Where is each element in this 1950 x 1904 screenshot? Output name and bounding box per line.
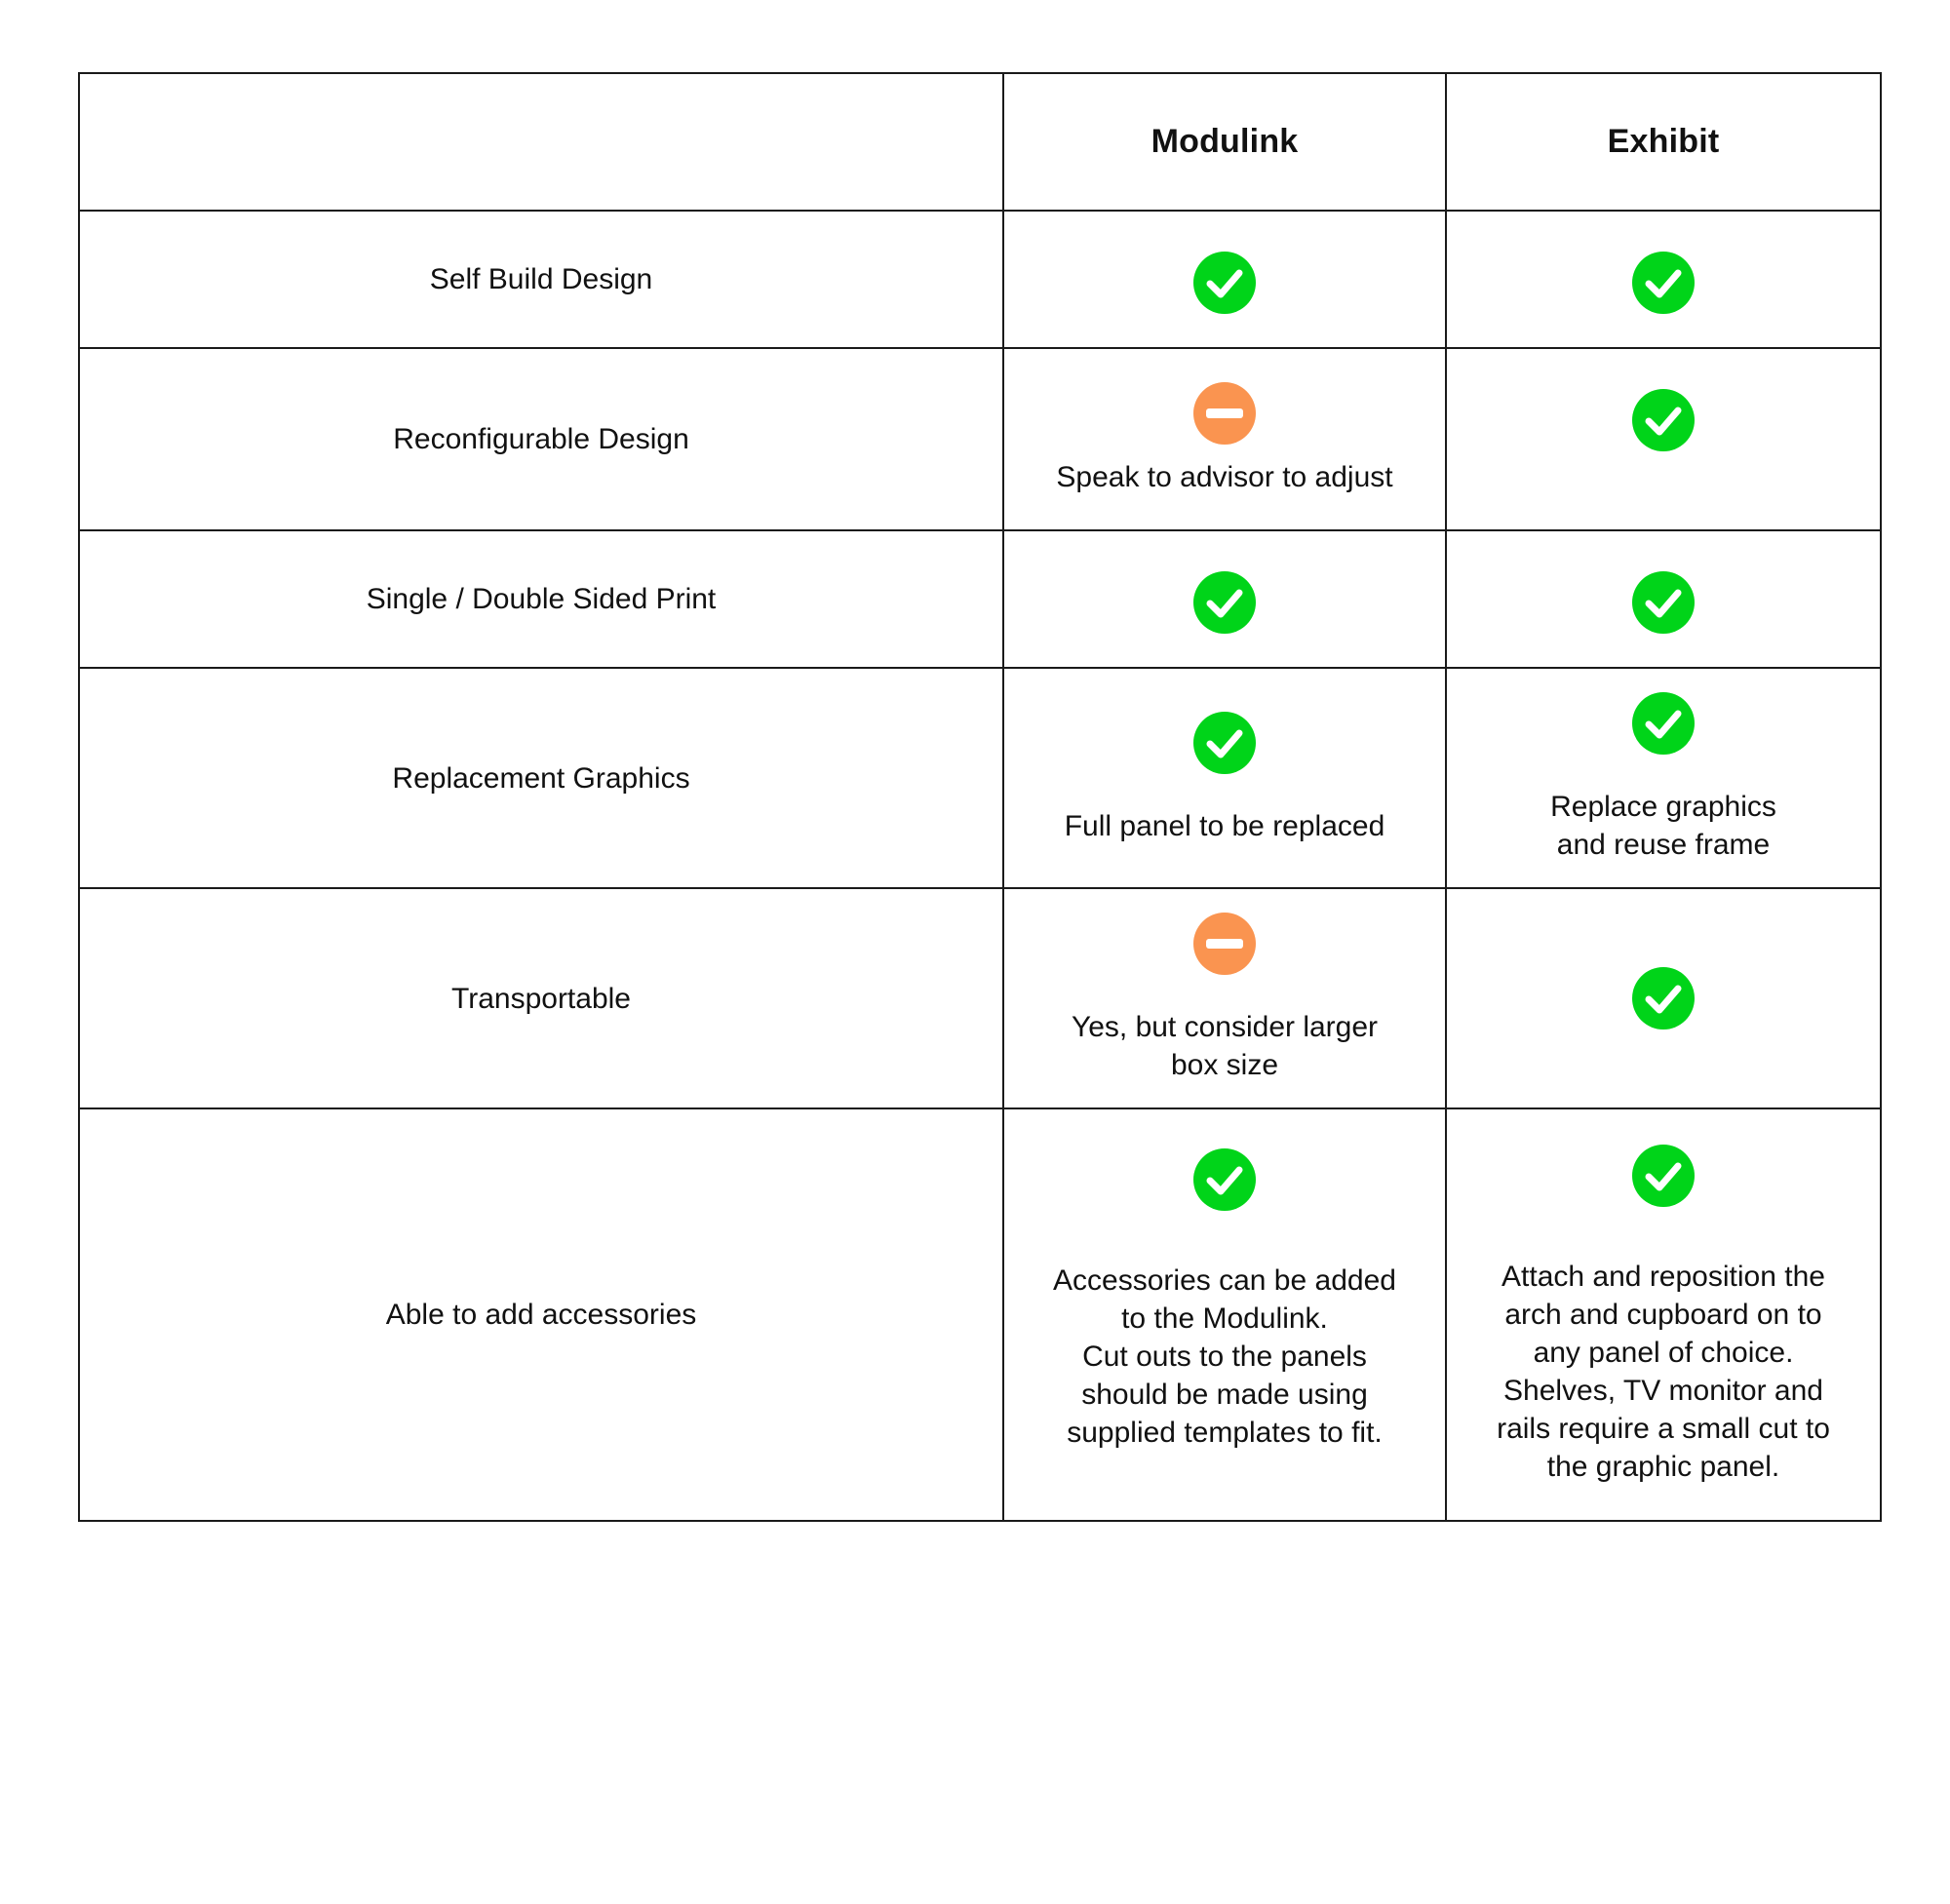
modulink-cell <box>1003 1108 1446 1521</box>
modulink-note: Full panel to be replaced <box>1064 809 1385 842</box>
table-row <box>79 348 1881 530</box>
table-row <box>79 668 1881 888</box>
feature-label: Self Build Design <box>79 211 1003 348</box>
modulink-cell <box>1003 348 1446 530</box>
minus-circle-icon <box>1193 913 1256 975</box>
feature-label: Reconfigurable Design <box>79 348 1003 530</box>
exhibit-cell <box>1446 668 1881 888</box>
check-circle-icon <box>1632 571 1695 634</box>
check-circle-icon <box>1632 389 1695 451</box>
comparison-table <box>78 72 1882 1522</box>
check-circle-icon <box>1632 692 1695 755</box>
check-circle-icon <box>1193 571 1256 634</box>
exhibit-cell <box>1446 348 1881 530</box>
exhibit-note: Replace graphics and reuse frame <box>1550 791 1776 861</box>
feature-label: Single / Double Sided Print <box>79 530 1003 668</box>
table-row <box>79 888 1881 1108</box>
minus-circle-icon <box>1193 382 1256 445</box>
check-circle-icon <box>1193 712 1256 774</box>
header-feature <box>79 73 1003 211</box>
modulink-cell <box>1003 668 1446 888</box>
header-row <box>79 73 1881 211</box>
modulink-cell <box>1003 530 1446 668</box>
exhibit-cell <box>1446 530 1881 668</box>
table-row <box>79 211 1881 348</box>
feature-label: Transportable <box>79 888 1003 1108</box>
modulink-cell <box>1003 888 1446 1108</box>
check-circle-icon <box>1632 252 1695 314</box>
exhibit-note: Attach and reposition the arch and cupboard on to any panel of choice. Shelves, TV monitor and rails require a small cut to the graphic panel. <box>1497 1260 1830 1483</box>
table-row <box>79 530 1881 668</box>
modulink-note: Speak to advisor to adjust <box>1056 461 1393 493</box>
modulink-cell <box>1003 211 1446 348</box>
header-modulink: Modulink <box>1003 73 1446 211</box>
feature-label: Replacement Graphics <box>79 668 1003 888</box>
header-exhibit: Exhibit <box>1446 73 1881 211</box>
check-circle-icon <box>1193 252 1256 314</box>
exhibit-cell <box>1446 1108 1881 1521</box>
check-circle-icon <box>1632 967 1695 1030</box>
feature-label: Able to add accessories <box>79 1108 1003 1521</box>
modulink-note: Yes, but consider larger box size <box>1071 1011 1379 1081</box>
exhibit-cell <box>1446 888 1881 1108</box>
exhibit-cell <box>1446 211 1881 348</box>
check-circle-icon <box>1632 1145 1695 1207</box>
check-circle-icon <box>1193 1148 1256 1211</box>
table-row <box>79 1108 1881 1521</box>
modulink-note: Accessories can be added to the Modulink. Cut outs to the panels should be made using supplied templates to fit. <box>1053 1264 1396 1449</box>
